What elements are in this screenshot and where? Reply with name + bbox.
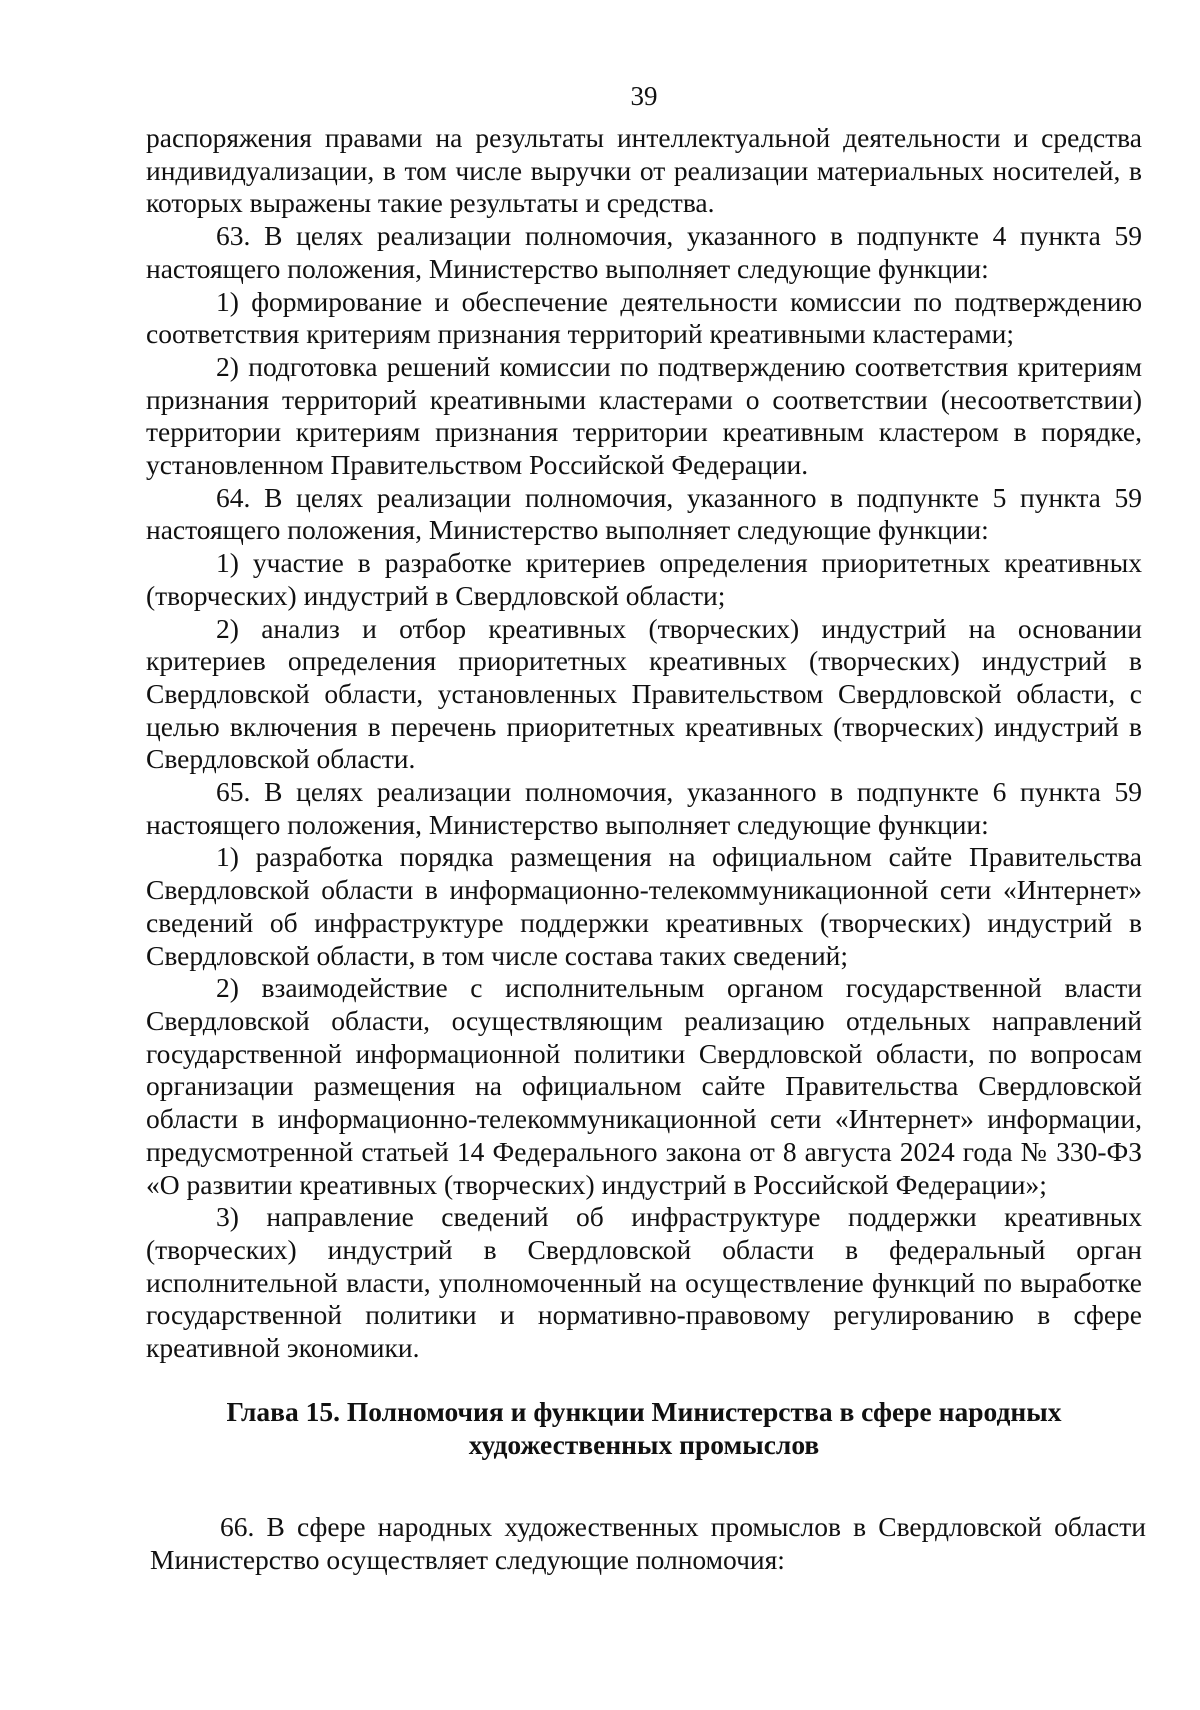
paragraph-64-item-1: 1) участие в разработке критериев определения приоритетных креативных (творческих) индустрий в Свердловской области; bbox=[146, 547, 1142, 611]
chapter-heading-line-2: художественных промыслов bbox=[468, 1429, 820, 1460]
chapter-body bbox=[150, 1510, 1146, 1576]
paragraph-63-item-2: 2) подготовка решений комиссии по подтверждению соответствия критериям признания территорий креативными кластерами о соответствии (несоответствии) территории критериям признания территории креативным кластером в порядке, установленном Правительством Российской Федерации. bbox=[146, 350, 1142, 481]
paragraph-64: 64. В целях реализации полномочия, указанного в подпункте 5 пункта 59 настоящего положения, Министерство выполняет следующие функции: bbox=[146, 481, 1142, 546]
paragraph-63: 63. В целях реализации полномочия, указанного в подпункте 4 пункта 59 настоящего положения, Министерство выполняет следующие функции: bbox=[146, 220, 1142, 284]
chapter-heading bbox=[146, 1395, 1142, 1461]
document-body bbox=[146, 122, 1142, 1365]
paragraph-65-item-2: 2) взаимодействие с исполнительным органом государственной власти Свердловской области, осуществляющим реализацию отдельных направлений государственной информационной политики Свердловской области, по вопросам организации размещения на официальном сайте Правительства Свердловской области в информационно-телекоммуникационной сети «Интернет» информации, предусмотренной статьей 14 Федерального закона от 8 августа 2024 года № 330-ФЗ «О развитии креативных (творческих) индустрий в Российской Федерации»; bbox=[146, 972, 1142, 1200]
paragraph-continuation: распоряжения правами на результаты интеллектуальной деятельности и средства индивидуализации, в том числе выручки от реализации материальных носителей, в которых выражены такие результаты и средства. bbox=[146, 122, 1142, 219]
paragraph-63-item-1: 1) формирование и обеспечение деятельности комиссии по подтверждению соответствия критериям признания территорий креативными кластерами; bbox=[146, 285, 1142, 350]
paragraph-65: 65. В целях реализации полномочия, указанного в подпункте 6 пункта 59 настоящего положения, Министерство выполняет следующие функции: bbox=[146, 776, 1142, 840]
chapter-heading-line-1: Глава 15. Полномочия и функции Министерства в сфере народных bbox=[226, 1396, 1062, 1427]
paragraph-64-item-2: 2) анализ и отбор креативных (творческих) индустрий на основании критериев определения приоритетных креативных (творческих) индустрий в Свердловской области, установленных Правительством Свердловской области, с целью включения в перечень приоритетных креативных (творческих) индустрий в Свердловской области. bbox=[146, 612, 1142, 775]
page-number: 39 bbox=[630, 81, 658, 111]
paragraph-65-item-1: 1) разработка порядка размещения на официальном сайте Правительства Свердловской области в информационно-телекоммуникационной сети «Интернет» сведений об инфраструктуре поддержки креативных (творческих) индустрий в Свердловской области, в том числе состава таких сведений; bbox=[146, 841, 1142, 971]
paragraph-66: 66. В сфере народных художественных промыслов в Свердловской области Министерство осуществляет следующие полномочия: bbox=[150, 1511, 1146, 1575]
paragraph-65-item-3: 3) направление сведений об инфраструктуре поддержки креативных (творческих) индустрий в Свердловской области в федеральный орган исполнительной власти, уполномоченный на осуществление функций по выработке государственной политики и нормативно-правовому регулированию в сфере креативной экономики. bbox=[146, 1201, 1142, 1364]
